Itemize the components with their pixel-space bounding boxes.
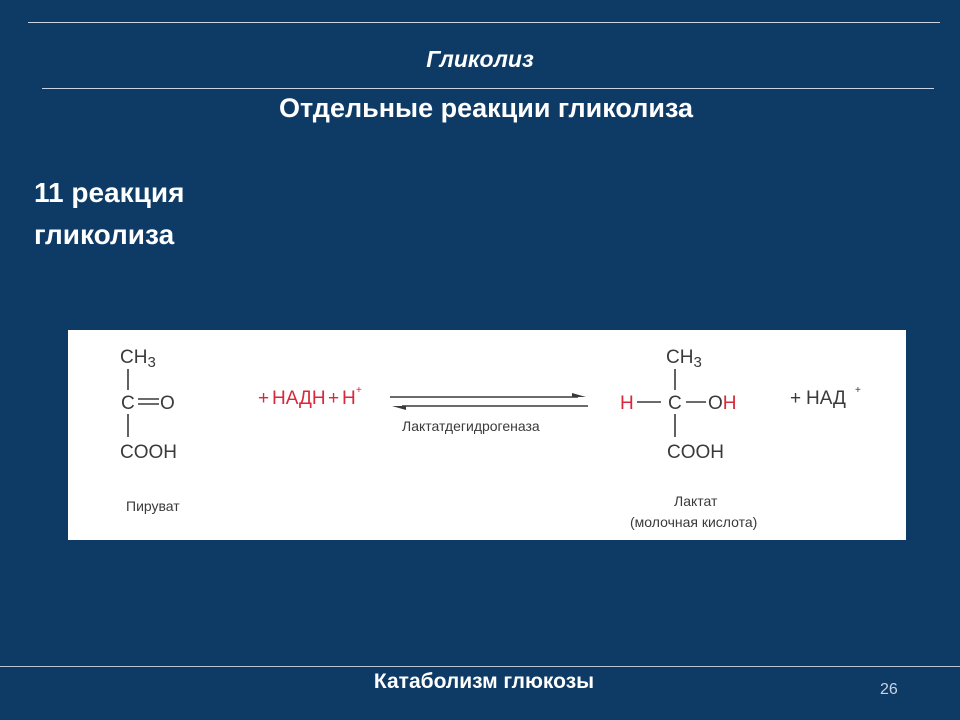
top-divider [28,22,940,23]
reaction-heading [34,172,184,256]
pyruvate-oxygen: O [160,393,175,414]
reaction-heading-line-1: 11 реакция [34,177,185,208]
reaction-scheme-drawing [68,330,906,540]
nad-label: НАД [806,388,846,409]
pyruvate-label: Пируват [126,498,180,514]
pyruvate-ch3: $CH_3$ [120,347,156,371]
lactate-label: Лактат [674,493,718,509]
product-plus: + [790,388,802,409]
footer-label: Катаболизм глюкозы [373,670,595,693]
lactate-structure [620,347,757,530]
cofactor-plus-1: + [258,388,270,409]
nad-charge: + [855,385,861,396]
reactant-cofactor [258,385,362,409]
lactate-alt-label: (молочная кислота) [630,514,758,530]
cofactor-plus-2: + [328,388,340,409]
product-cofactor [790,385,861,409]
reaction-heading-line-2: гликолиза [34,219,175,250]
lactate-cooh: COOH [667,442,724,463]
title-divider [42,88,934,89]
pyruvate-carbon: C [121,393,135,414]
reaction-scheme [68,330,906,540]
lactate-hydroxyl: OH [708,393,737,414]
enzyme-label: Лактатдегидрогеназа [402,418,540,434]
lactate-hydrogen: H [620,393,634,414]
reverse-arrowhead [392,406,406,410]
slide-title: Гликолиз [426,46,534,72]
equilibrium-arrows [390,393,588,434]
nadh-label: НАДН [272,388,326,409]
forward-arrowhead [572,393,586,397]
lactate-carbon: C [668,393,682,414]
pyruvate-cooh: COOH [120,442,177,463]
slide-subtitle: Отдельные реакции гликолиза [278,93,694,123]
proton-label: Н [342,388,356,409]
pyruvate-structure [120,347,180,514]
page-number: 26 [880,681,898,698]
footer-divider [0,666,960,667]
lactate-ch3: $CH_3$ [666,347,702,371]
proton-charge: + [356,385,362,396]
